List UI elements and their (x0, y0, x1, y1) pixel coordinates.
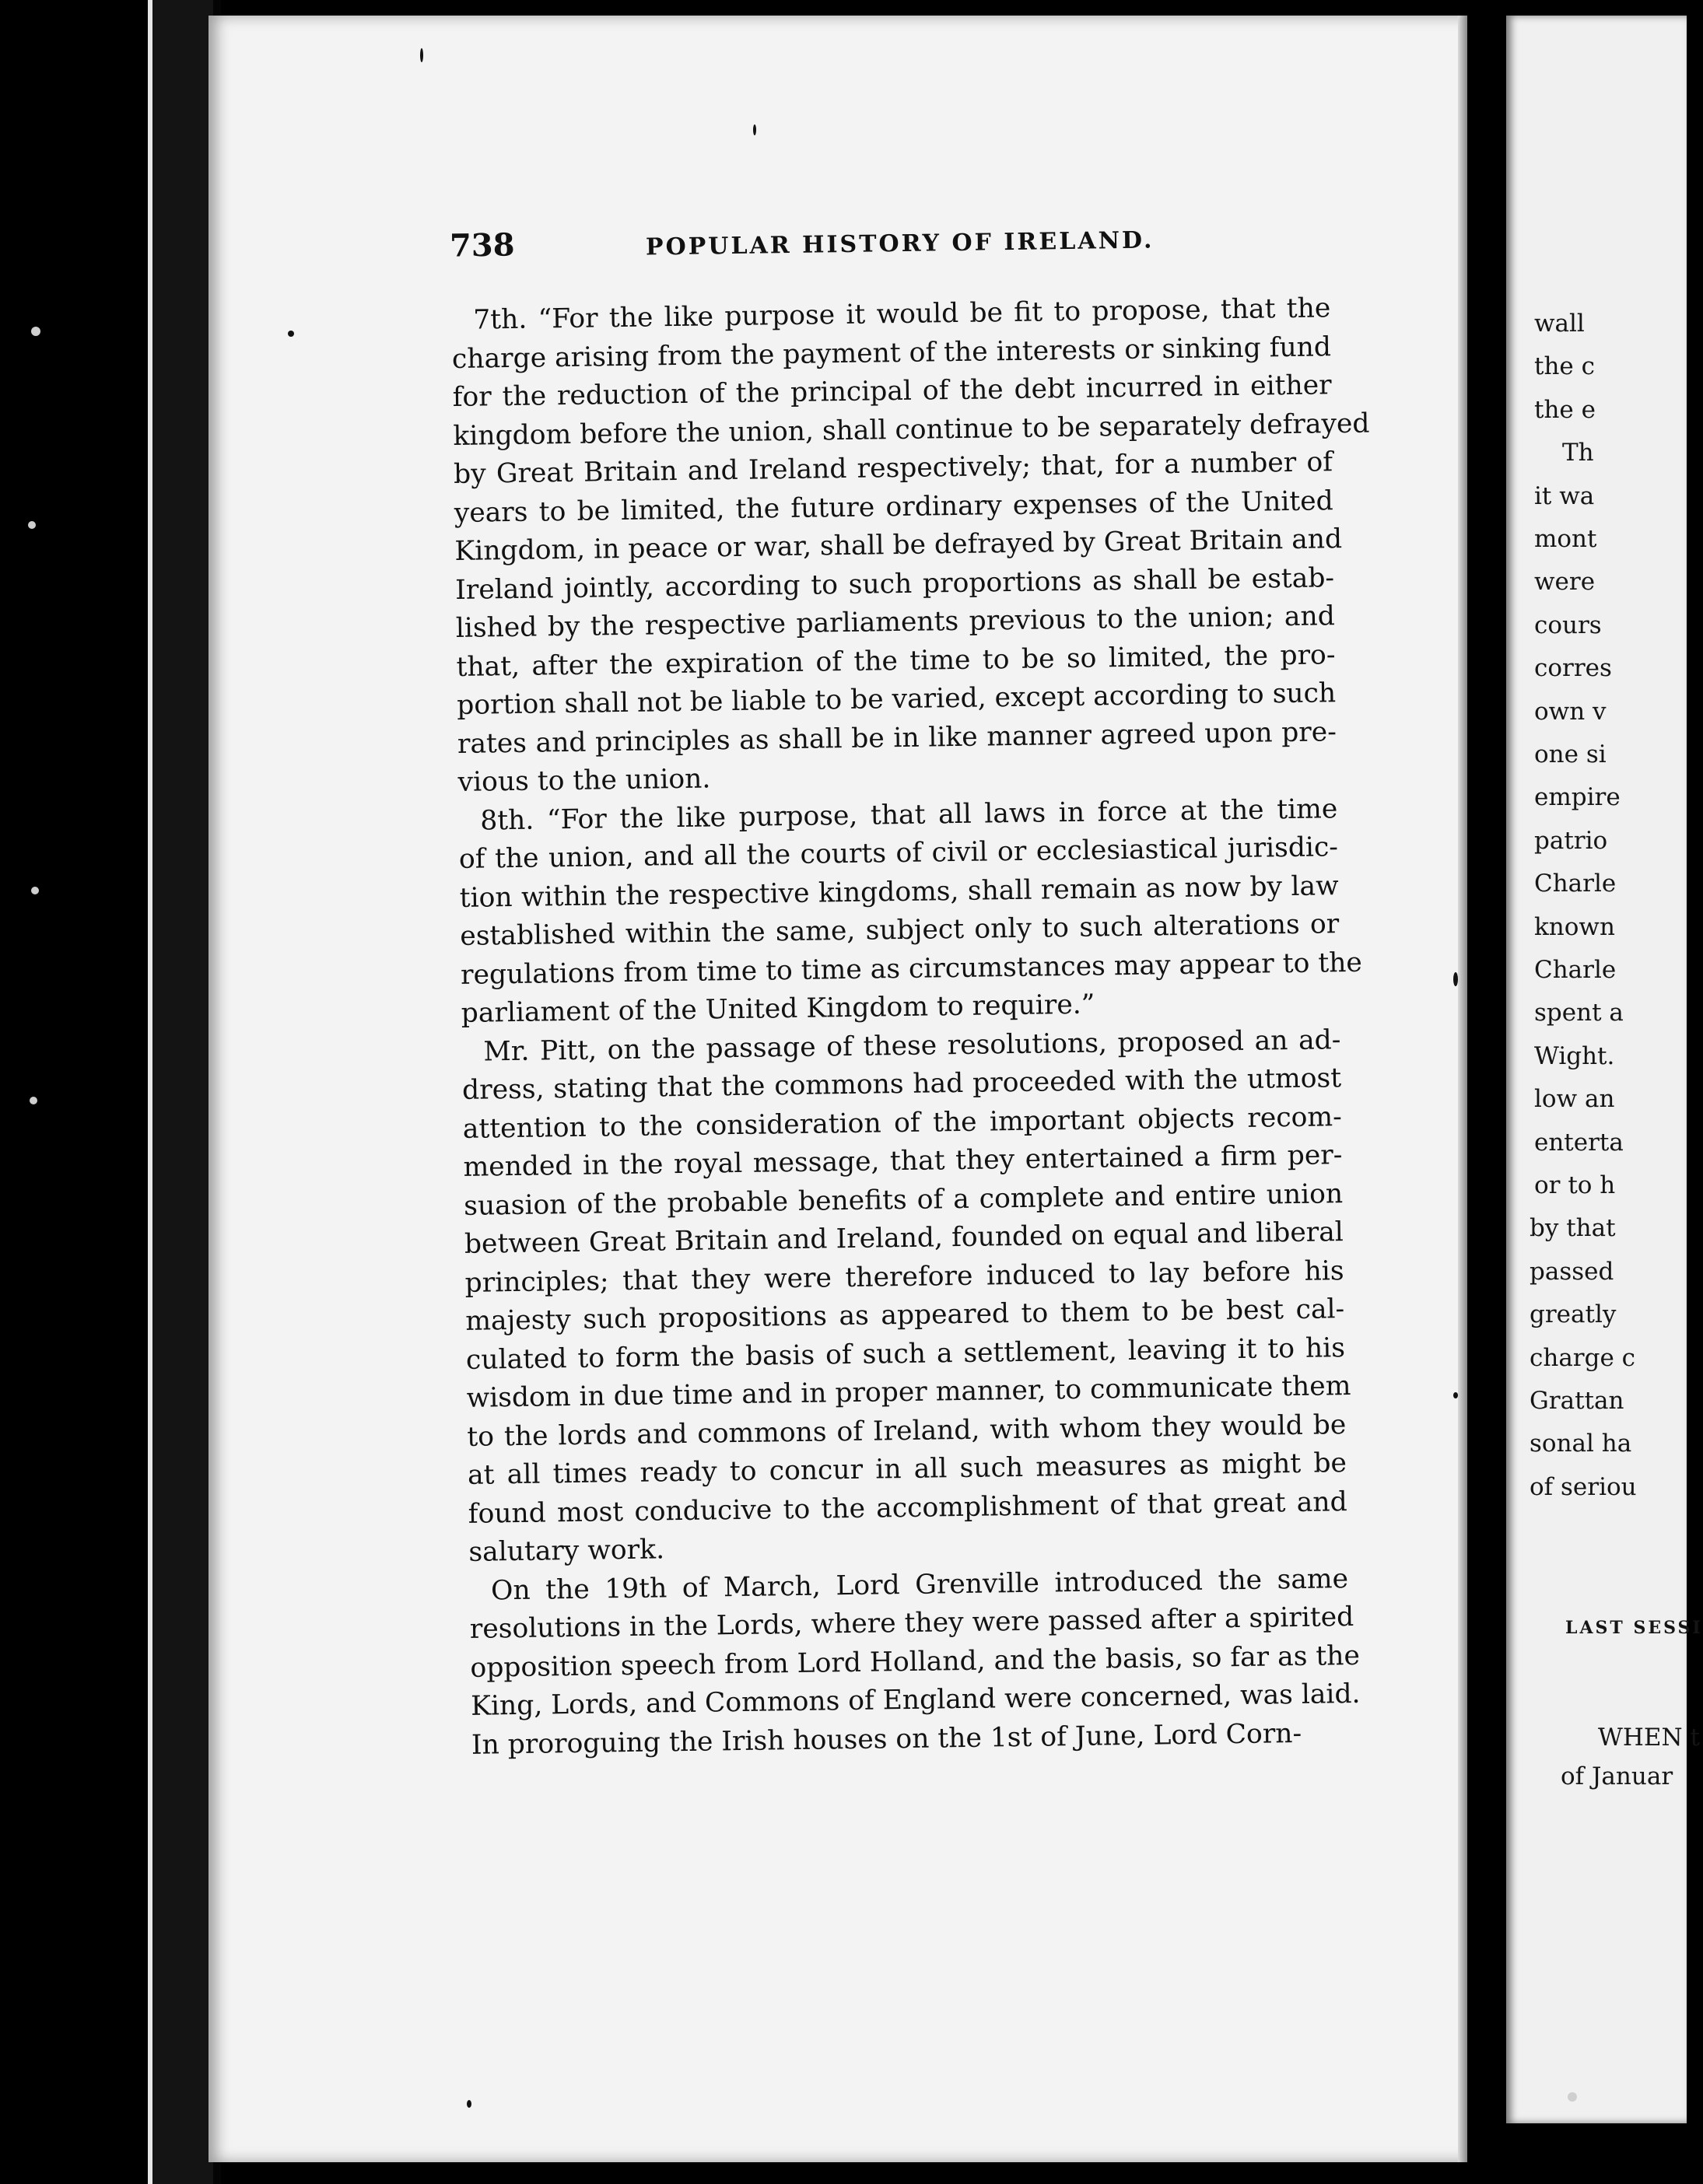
text-line: portion shall not be liable to be varied, except according to such (456, 677, 1337, 721)
right-page-line: own v (1534, 697, 1607, 726)
right-page-line: Charle (1534, 870, 1617, 898)
right-page-line: it wa (1534, 481, 1595, 510)
section-heading: LAST SESSI (1565, 1618, 1703, 1638)
text-line: majesty such propositions as appeared to them to be best cal- (465, 1293, 1345, 1337)
scan-speck (1453, 972, 1458, 986)
text-line: kingdom before the union, shall continue to be separately defrayed (453, 408, 1370, 452)
text-line: principles; that they were therefore induced to lay before his (464, 1255, 1344, 1299)
text-line: found most conducive to the accomplishment of that great and (468, 1486, 1347, 1530)
text-line: Mr. Pitt, on the passage of these resolutions, proposed an ad- (483, 1024, 1341, 1068)
text-line: lished by the respective parliaments previous to the union; and (455, 600, 1336, 644)
right-page-line: Charle (1534, 956, 1617, 984)
text-line: that, after the expiration of the time to be so limited, the pro- (456, 639, 1336, 683)
right-page-line: mont (1534, 525, 1597, 553)
text-line: King, Lords, and Commons of England were concerned, was laid. (470, 1678, 1361, 1722)
right-page-line: of Januar (1561, 1762, 1673, 1790)
text-line: culated to form the basis of such a settlement, leaving it to his (465, 1332, 1346, 1376)
text-line: On the 19th of March, Lord Grenville introduced the same (490, 1563, 1349, 1606)
right-page-line: or to h (1534, 1171, 1616, 1199)
right-page-line: sonal ha (1530, 1430, 1632, 1458)
text-line: by Great Britain and Ireland respectively; that, for a number of (453, 446, 1333, 490)
right-page-line: patrio (1534, 826, 1608, 855)
text-line: parliament of the United Kingdom to require.” (461, 989, 1095, 1029)
scan-speck (1568, 2092, 1577, 2102)
text-line: regulations from time to time as circumstances may appear to the (460, 947, 1363, 991)
scan-speck (420, 48, 423, 62)
right-page-line: empire (1534, 783, 1621, 812)
text-line: mended in the royal message, that they entertained a firm per- (463, 1139, 1343, 1183)
right-page-line: the e (1534, 395, 1596, 424)
right-page-line: the c (1534, 352, 1595, 381)
right-page-cropped (1506, 16, 1703, 2123)
text-line: In proroguing the Irish houses on the 1st of June, Lord Corn- (471, 1717, 1302, 1761)
text-line: 7th. “For the like purpose it would be fit to propose, that the (473, 292, 1331, 336)
running-title: POPULAR HISTORY OF IRELAND. (645, 226, 1155, 261)
right-page-line: charge c (1530, 1343, 1636, 1372)
scan-speck (467, 2100, 471, 2108)
text-line: attention to the consideration of the important objects recom- (462, 1101, 1343, 1145)
right-page-line: cours (1534, 611, 1602, 639)
right-page-line: Wight. (1534, 1041, 1615, 1070)
text-line: vious to the union. (457, 763, 711, 798)
right-page-line: Th (1562, 439, 1594, 467)
body-text (451, 289, 1370, 1765)
text-line: rates and principles as shall be in like manner agreed upon pre- (457, 716, 1337, 760)
right-page-line: corres (1534, 654, 1612, 683)
right-page-line: of seriou (1530, 1472, 1637, 1501)
right-page-line: passed (1530, 1257, 1614, 1286)
paragraph (458, 790, 1363, 1034)
right-page-text (1506, 16, 1703, 2123)
text-line: wisdom in due time and in proper manner, to communicate them (466, 1370, 1351, 1414)
right-page-line: enterta (1534, 1128, 1624, 1157)
scan-speck (753, 124, 756, 135)
scan-speck (31, 887, 39, 894)
text-line: Kingdom, in peace or war, shall be defrayed by Great Britain and (454, 523, 1343, 567)
text-line: 8th. “For the like purpose, that all laws in force at the time (480, 793, 1338, 837)
right-page-line: Grattan (1530, 1387, 1624, 1415)
scan-speck (31, 327, 40, 336)
text-line: dress, stating that the commons had proceeded with the utmost (461, 1062, 1342, 1106)
text-line: salutary work. (468, 1534, 665, 1568)
text-line: at all times ready to concur in all such measures as might be (467, 1447, 1347, 1491)
paragraph (461, 1021, 1351, 1573)
page-gap (1467, 0, 1506, 2184)
text-line: tion within the respective kingdoms, shall remain as now by law (459, 870, 1339, 914)
text-line: years to be limited, the future ordinary expenses of the United (454, 485, 1333, 529)
paragraph (451, 289, 1370, 802)
scan-speck (30, 1097, 37, 1104)
right-page-line: known (1534, 912, 1615, 941)
right-page-line: greatly (1530, 1300, 1617, 1329)
text-line: charge arising from the payment of the interests or sinking fund (451, 331, 1332, 375)
right-page-line: wall (1534, 310, 1585, 338)
page-number: 738 (449, 226, 515, 264)
right-page-line: one si (1534, 740, 1607, 768)
scan-speck (1453, 1392, 1458, 1398)
left-gutter (0, 0, 148, 2184)
right-page-line: were (1534, 568, 1596, 597)
text-line: suasion of the probable benefits of a complete and entire union (463, 1178, 1344, 1222)
text-line: of the union, and all the courts of civil or ecclesiastical jurisdic- (458, 831, 1339, 875)
right-page-line: by that (1530, 1214, 1616, 1243)
text-line: for the reduction of the principal of the debt incurred in either (452, 369, 1332, 413)
paragraph (469, 1560, 1361, 1765)
scan-speck (288, 331, 294, 337)
text-line: to the lords and commons of Ireland, with whom they would be (467, 1409, 1347, 1453)
right-page-line: WHEN t (1598, 1724, 1700, 1752)
text-line: opposition speech from Lord Holland, and the basis, so far as the (470, 1640, 1361, 1684)
text-line: established within the same, subject only to such alterations or (460, 908, 1340, 952)
right-page-line: spent a (1534, 999, 1624, 1027)
page-fold-shadow (1458, 16, 1467, 2162)
scan-speck (28, 521, 36, 529)
text-line: Ireland jointly, according to such proportions as shall be estab- (454, 562, 1335, 606)
text-line: resolutions in the Lords, where they were passed after a spirited (469, 1601, 1354, 1645)
text-line: between Great Britain and Ireland, founded on equal and liberal (464, 1216, 1344, 1260)
right-page-line: low an (1534, 1085, 1615, 1114)
